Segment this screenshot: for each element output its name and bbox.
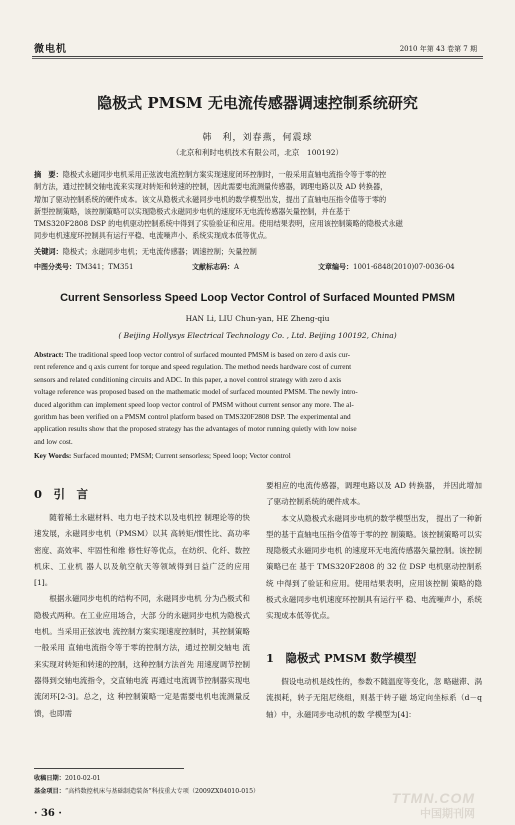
section-1-heading: 1 隐极式 PMSM 数学模型 bbox=[266, 651, 417, 665]
body-line: 根据永磁同步电机的结构不同，永磁同步电机 bbox=[49, 594, 202, 604]
abstract-cn-line: 增加了驱动控制系统的硬件成本。该文从隐极式永磁同步电机的数学模型出发，提出了直轴电压指令值等于零的 bbox=[34, 194, 387, 204]
abstract-chinese bbox=[34, 169, 484, 243]
article-number bbox=[318, 262, 455, 272]
body-line: 直轴电流指令等于零的控制方法，通过控制交轴电 bbox=[67, 643, 240, 653]
fund-project bbox=[34, 786, 259, 795]
clc-number bbox=[34, 262, 133, 272]
intro-paragraph-3 bbox=[266, 511, 482, 625]
abstract-en-line: sensors and related conditioning circuits and ADC. In this paper, a novel control strategy with zero d axis bbox=[34, 374, 342, 384]
section-1-body bbox=[266, 674, 482, 723]
body-line: 高转矩/惯性比、高功率密度、高效率、牢固性和维 bbox=[34, 529, 250, 555]
doc-code-value: A bbox=[234, 263, 240, 271]
doc-code-label: 文献标志码： bbox=[192, 262, 234, 271]
body-line: 假设电动机是线性的，参数不随温度等变化，忽 bbox=[281, 677, 442, 686]
issue-info: 2010 年第 43 卷第 7 期 bbox=[399, 45, 477, 53]
body-line: 策略的隐极式永磁同步电机速度环控制具有运行平 bbox=[266, 578, 482, 605]
abstract-en-line: The traditional speed loop vector control of surfaced mounted PMSM is based on zero d axis cur- bbox=[65, 350, 351, 359]
abstract-cn-line: 制方法，通过控制交轴电流来实现对转矩和转速的控制，因此需要电流测量传感器，调理电路以及 AD 转换器， bbox=[34, 182, 388, 192]
page-number: · 36 · bbox=[34, 808, 62, 819]
journal-name: 微电机 bbox=[34, 44, 67, 55]
abstract-cn-line: TMS320F2808 DSP 的电机驱动控制系统中得到了实验验证和应用。使用结果表明，应用该控制策略的隐极式永磁 bbox=[34, 219, 403, 229]
body-line: 流控制方案实现速度控制时，其控制策略一般采用 bbox=[34, 627, 250, 653]
received-value: 2010-02-01 bbox=[64, 775, 101, 782]
body-line: 并因此增加了驱动控制系统的硬件成本。 bbox=[266, 481, 482, 507]
keywords-en-label: Key Words: bbox=[34, 451, 72, 460]
header-rule-thin bbox=[32, 58, 483, 59]
document-code bbox=[192, 262, 239, 272]
model-paragraph bbox=[266, 674, 482, 723]
authors-english: HAN Li, LIU Chun-yan, HE Zheng-qiu bbox=[185, 314, 330, 323]
abstract-en-line: application results show that the proposed strategy has the advantages of motor running quietly with low noise bbox=[34, 424, 357, 434]
section-0-heading: 0 引 言 bbox=[34, 487, 89, 501]
abstract-en-label: Abstract: bbox=[34, 350, 64, 359]
body-line: 场定向坐标系（d－q 轴）中，永磁同步电动机的数 bbox=[266, 693, 482, 719]
watermark-text: 中国期刊网 bbox=[420, 808, 475, 820]
body-line: 制策略。该控制策略可以实现隐极式永磁同步电机 bbox=[266, 529, 482, 556]
body-line: 器人以及航空航天等领域得到日益广泛的应用[1]。 bbox=[34, 561, 251, 588]
affiliation-chinese: （北京和利时电机技术有限公司，北京 100192） bbox=[171, 148, 344, 157]
abstract-english bbox=[34, 349, 484, 448]
keywords-cn-value: 隐极式；永磁同步电机；无电流传感器；调速控制；矢量控制 bbox=[62, 247, 257, 256]
body-line: 修性好等优点，在纺织、化纤、数控机床、工业机 bbox=[34, 545, 251, 571]
header-rule bbox=[32, 56, 483, 57]
body-line: 基于 TMS320F2808 的 32 位 DSP 电机驱动控制系统 bbox=[266, 562, 482, 588]
abstract-en-line: voltage reference was proposed based on the mathematic model of surfaced mounted PMSM. The newly intro- bbox=[34, 387, 358, 397]
fund-value: “高档数控机床与基础制造装备”科技重大专项（2009ZX04010-015） bbox=[64, 788, 260, 795]
received-label: 收稿日期： bbox=[34, 775, 65, 782]
fund-label: 基金项目： bbox=[34, 788, 65, 795]
abstract-cn-line: 新型控制策略，该控制策略可以实现隐极式永磁同步电机的速度环无电流传感器矢量控制，并在基于 bbox=[34, 206, 351, 216]
body-line: 分的永磁同步电机为隐极式电机。当采用正弦波电 bbox=[34, 610, 250, 637]
keywords-english bbox=[34, 450, 484, 462]
keywords-chinese bbox=[34, 246, 484, 258]
watermark-logo: TTMN.COM bbox=[391, 790, 475, 806]
abstract-cn-line: 隐极式永磁同步电机采用正弦波电流控制方案实现速度闭环控制时，一般采用直轴电流指令等于零的控 bbox=[62, 170, 387, 179]
authors-chinese: 韩 利，刘春燕，何震球 bbox=[202, 133, 313, 143]
affiliation-english: ( Beijing Hollysys Electrical Technology Co. , Ltd. Beijing 100192, China) bbox=[118, 331, 397, 340]
left-column-body bbox=[34, 510, 250, 722]
keywords-en-value: Surfaced mounted; PMSM; Current sensorless; Speed loop; Vector control bbox=[73, 451, 291, 460]
right-column-body bbox=[266, 478, 482, 625]
intro-paragraph-2 bbox=[34, 591, 250, 721]
article-number-label: 文章编号： bbox=[318, 262, 353, 271]
body-line: 稳、电流噪声小，系统实现成本低等优点。 bbox=[266, 595, 483, 621]
abstract-en-line: rent reference and q axis current for torque and speed regulation. The method needs hardware cost of current bbox=[34, 362, 352, 372]
body-line: 略磁滞、涡流损耗，转子无阻尼绕组，则基于转子磁 bbox=[266, 677, 483, 703]
body-line: 流来实现对转矩和转速的控制，这种控制方法首先 bbox=[34, 643, 250, 669]
body-line: 要相应的电流传感器，调理电路以及 AD 转换器， bbox=[266, 481, 441, 490]
body-line: 用速度调节控制器得到交轴电流指令，交直轴电流 bbox=[34, 659, 251, 685]
abstract-en-line: gorithm has been verified on a PMSM control platform based on TMS320F2808 DSP. The experimental and bbox=[34, 412, 351, 422]
body-line: 再通过电流调节控制器实现电流闭环[2-3]。总之，这 bbox=[34, 675, 251, 702]
abstract-en-line: and low cost. bbox=[34, 436, 73, 446]
body-line: 种控制策略一定是需要电机电流测量反馈，也即需 bbox=[34, 692, 251, 718]
body-line: 学模型为[4]： bbox=[367, 709, 416, 719]
title-chinese: 隐极式 PMSM 无电流传感器调速控制系统研究 bbox=[97, 94, 418, 112]
clc-label: 中图分类号： bbox=[34, 262, 76, 271]
body-line: 中得到了验证和应用。使用结果表明，应用该控制 bbox=[276, 578, 449, 588]
footnote-rule bbox=[34, 768, 184, 769]
abstract-en-line: duced algorithm can implement speed loop vector control of PMSM without current sensor any more. The al- bbox=[34, 399, 354, 409]
body-line: 随着稀土永磁材料、电力电子技术以及电机控 bbox=[49, 513, 202, 522]
intro-paragraph-1 bbox=[34, 510, 250, 591]
body-line: 的速度环无电流传感器矢量控制。该控制策略已在 bbox=[266, 546, 482, 572]
body-line: 分为凸极式和隐极式两种。在工业应用场合，大部 bbox=[34, 594, 250, 620]
abstract-cn-line: 同步电机速度环控制具有运行平稳、电流噪声小、系统实现成本低等优点。 bbox=[34, 231, 272, 241]
body-line: 本文从隐极式永磁同步电机的数学模型出发， bbox=[281, 513, 434, 523]
intro-paragraph-2-cont bbox=[266, 478, 482, 511]
abstract-cn-label: 摘 要： bbox=[34, 170, 63, 179]
title-english: Current Sensorless Speed Loop Vector Control of Surfaced Mounted PMSM bbox=[60, 292, 455, 304]
keywords-cn-label: 关键词： bbox=[34, 247, 63, 256]
article-number-value: 1001-6848(2010)07-0036-04 bbox=[353, 263, 455, 271]
body-line: 提出了一种新型的基于直轴电压指令值等于零的控 bbox=[266, 513, 482, 539]
received-date bbox=[34, 773, 101, 782]
body-line: 制理论等的快速发展，永磁同步电机（PMSM）以其 bbox=[34, 513, 250, 539]
clc-value: TM341；TM351 bbox=[76, 263, 134, 271]
